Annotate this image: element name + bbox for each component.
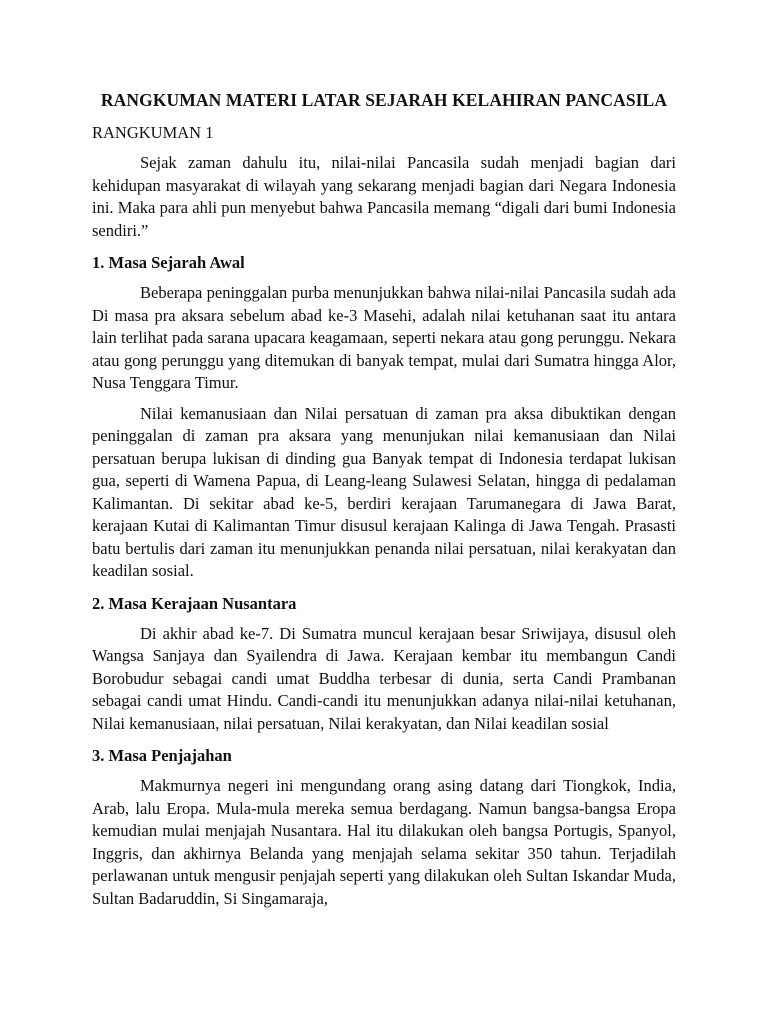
paragraph: Beberapa peninggalan purba menunjukkan bahwa nilai-nilai Pancasila sudah ada Di masa pra aksara sebelum abad ke-3 Masehi, adalah nilai ketuhanan saat itu antara lain terlihat pada sarana upacara keagamaan, seperti nekara atau gong perunggu. Nekara atau gong perunggu yang ditemukan di banyak tempat, mulai dari Sumatra hingga Alor, Nusa Tenggara Timur. [92,283,676,392]
section-heading-masa-kerajaan-nusantara: 2. Masa Kerajaan Nusantara [92,593,297,613]
paragraph: Nilai kemanusiaan dan Nilai persatuan di zaman pra aksa dibuktikan dengan peninggalan di zaman pra aksara yang menunjukan nilai kemanusiaan dan Nilai persatuan berupa lukisan di dinding gua Banyak tempat di Indonesia terdapat lukisan gua, seperti di Wamena Papua, di Leang-leang Sulawesi Selatan, hingga di pedalaman Kalimantan. Di sekitar abad ke-5, berdiri kerajaan Tarumanegara di Jawa Barat, kerajaan Kutai di Kalimantan Timur disusul kerajaan Kalinga di Jawa Tengah. Prasasti batu bertulis dari zaman itu menunjukkan penanda nilai persatuan, nilai kerakyatan dan keadilan sosial. [92,403,676,580]
subtitle: RANGKUMAN 1 [92,123,214,142]
paragraph: Di akhir abad ke-7. Di Sumatra muncul kerajaan besar Sriwijaya, disusul oleh Wangsa Sanjaya dan Syailendra di Jawa. Kerajaan kembar itu membangun Candi Borobudur sebagai candi umat Buddha terbesar di dunia, serta Candi Prambanan sebagai candi umat Hindu. Candi-candi itu menunjukkan adanya nilai-nilai ketuhanan, Nilai kemanusiaan, nilai persatuan, Nilai kerakyatan, dan Nilai keadilan sosial [92,623,676,733]
page-title: RANGKUMAN MATERI LATAR SEJARAH KELAHIRAN PANCASILA [100,90,668,110]
section-heading-masa-sejarah-awal: 1. Masa Sejarah Awal [92,253,245,272]
section-heading-masa-penjajahan: 3. Masa Penjajahan [92,746,232,765]
paragraph: Makmurnya negeri ini mengundang orang asing datang dari Tiongkok, India, Arab, lalu Eropa. Mula-mula mereka semua berdagang. Namun bangsa-bangsa Eropa kemudian mulai menjajah Nusantara. Hal itu dilakukan oleh bangsa Portugis, Spanyol, Inggris, dan akhirnya Belanda yang menjajah selama sekitar 350 tahun. Terjadilah perlawanan untuk mengusir penjajah seperti yang dilakukan oleh Sultan Iskandar Muda, Sultan Badaruddin, Si Singamaraja, [92,776,676,908]
intro-paragraph: Sejak zaman dahulu itu, nilai-nilai Pancasila sudah menjadi bagian dari kehidupan masyarakat di wilayah yang sekarang menjadi bagian dari Negara Indonesia ini. Maka para ahli pun menyebut bahwa Pancasila memang “digali dari bumi Indonesia sendiri.” [92,153,676,240]
